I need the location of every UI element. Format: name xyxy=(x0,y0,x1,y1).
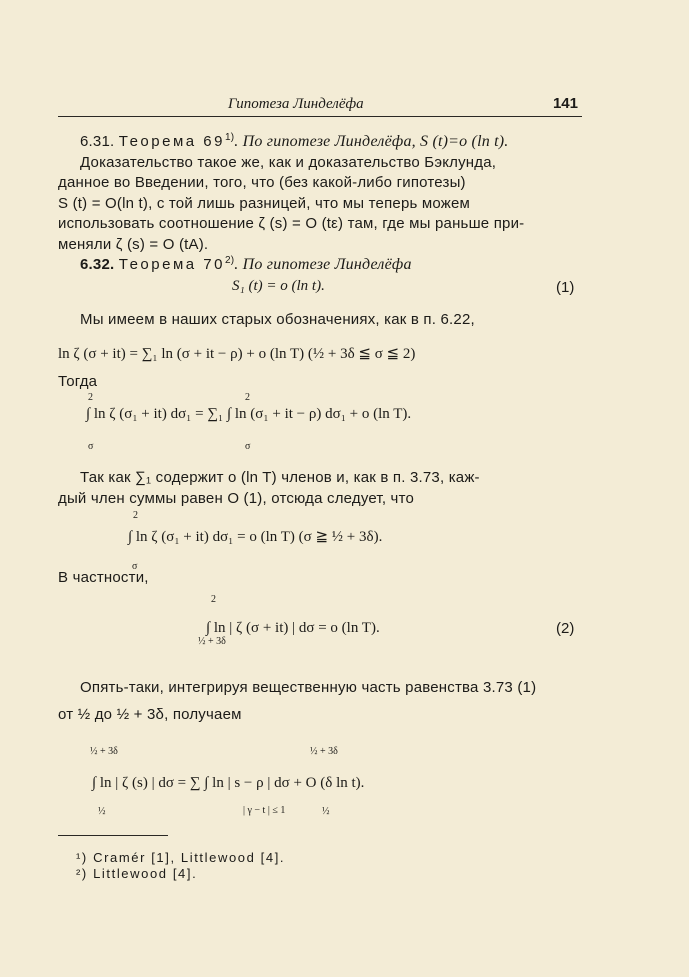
text-line: Мы имеем в наших старых обозначениях, как в п. 6.22, xyxy=(80,311,475,328)
limit-upper: ½ + 3δ xyxy=(310,746,338,757)
text-line: Так как ∑₁ содержит o (ln T) членов и, как в п. 3.73, каж- xyxy=(80,469,480,486)
equation-1-number: (1) xyxy=(556,279,575,296)
equation-integral-o: ∫ ln ζ (σ₁ + it) dσ₁ = o (ln T) (σ ≧ ½ + 3δ). xyxy=(128,529,383,545)
text-then: Тогда xyxy=(58,373,98,390)
theorem-69-line xyxy=(58,128,585,153)
limit-lower: ½ + 3δ xyxy=(198,636,226,647)
equation-ln-zeta-sum: ln ζ (σ + it) = ∑₁ ln (σ + it − ρ) + o (ln T) (½ + 3δ ≦ σ ≦ 2) xyxy=(58,346,416,362)
equation-integral-sum: ∫ ln ζ (σ₁ + it) dσ₁ = ∑₁ ∫ ln (σ₁ + it − ρ) dσ₁ + o (ln T). xyxy=(86,406,412,422)
section-6-31 xyxy=(58,128,585,255)
limit-upper: 2 xyxy=(211,594,216,605)
equation-2-number: (2) xyxy=(556,620,575,637)
text-line: данное во Введении, того, что (без какой-либо гипотезы) xyxy=(58,174,466,191)
text-line: Доказательство такое же, как и доказательство Бэклунда, xyxy=(80,153,497,171)
text-line: S (t) = O(ln t), с той лишь разницей, что мы теперь можем xyxy=(58,194,471,212)
footnote-rule xyxy=(58,835,168,836)
equation-2: ∫ ln | ζ (σ + it) | dσ = o (ln T). xyxy=(206,620,380,636)
equation-final: ∫ ln | ζ (s) | dσ = ∑ ∫ ln | s − ρ | dσ + O (δ ln t). xyxy=(92,775,365,791)
text-line: от ½ до ½ + 3δ, получаем xyxy=(58,705,242,723)
section-6-32 xyxy=(58,251,585,276)
limit-upper: 2 xyxy=(245,392,250,403)
limit-upper: 2 xyxy=(88,392,93,403)
theorem-label: Теорема 70 xyxy=(118,256,225,273)
footnote-mark: 1) xyxy=(224,132,235,143)
text-line: дый член суммы равен O (1), отсюда следует, что xyxy=(58,489,415,507)
sum-range: | γ − t | ≤ 1 xyxy=(243,805,286,816)
footnote-1: ¹) Cramér [1], Littlewood [4]. xyxy=(76,850,286,865)
paragraph-again xyxy=(58,678,585,725)
theorem-statement: . По гипотезе Линделёфа xyxy=(234,256,412,273)
text-in-particular: В частности, xyxy=(58,569,149,586)
text-line: Опять-таки, интегрируя вещественную часть равенства 3.73 (1) xyxy=(80,679,537,696)
limit-upper: ½ + 3δ xyxy=(90,746,118,757)
limit-upper: 2 xyxy=(133,510,138,521)
section-number: 6.31. xyxy=(80,133,115,150)
limit-lower: ½ xyxy=(322,806,330,817)
footnote-mark: 2) xyxy=(224,255,235,266)
section-number: 6.32. xyxy=(80,256,115,273)
limit-lower: σ xyxy=(132,561,138,572)
limit-lower: ½ xyxy=(98,806,106,817)
theorem-label: Теорема 69 xyxy=(118,133,225,150)
page-header xyxy=(58,94,582,117)
running-head: Гипотеза Линделёфа xyxy=(228,96,364,112)
paragraph-since xyxy=(58,468,585,509)
limit-lower: σ xyxy=(245,441,251,452)
equation-1: S₁ (t) = o (ln t). xyxy=(232,278,325,294)
theorem-statement: . По гипотезе Линделёфа, S (t)=o (ln t). xyxy=(234,133,509,150)
text-line: использовать соотношение ζ (s) = O (tε) там, где мы раньше при- xyxy=(58,215,525,232)
limit-lower: σ xyxy=(88,441,94,452)
text-line: меняли ζ (s) = O (tA). xyxy=(58,235,209,253)
page-number: 141 xyxy=(552,95,578,112)
footnote-2: ²) Littlewood [4]. xyxy=(76,866,198,881)
